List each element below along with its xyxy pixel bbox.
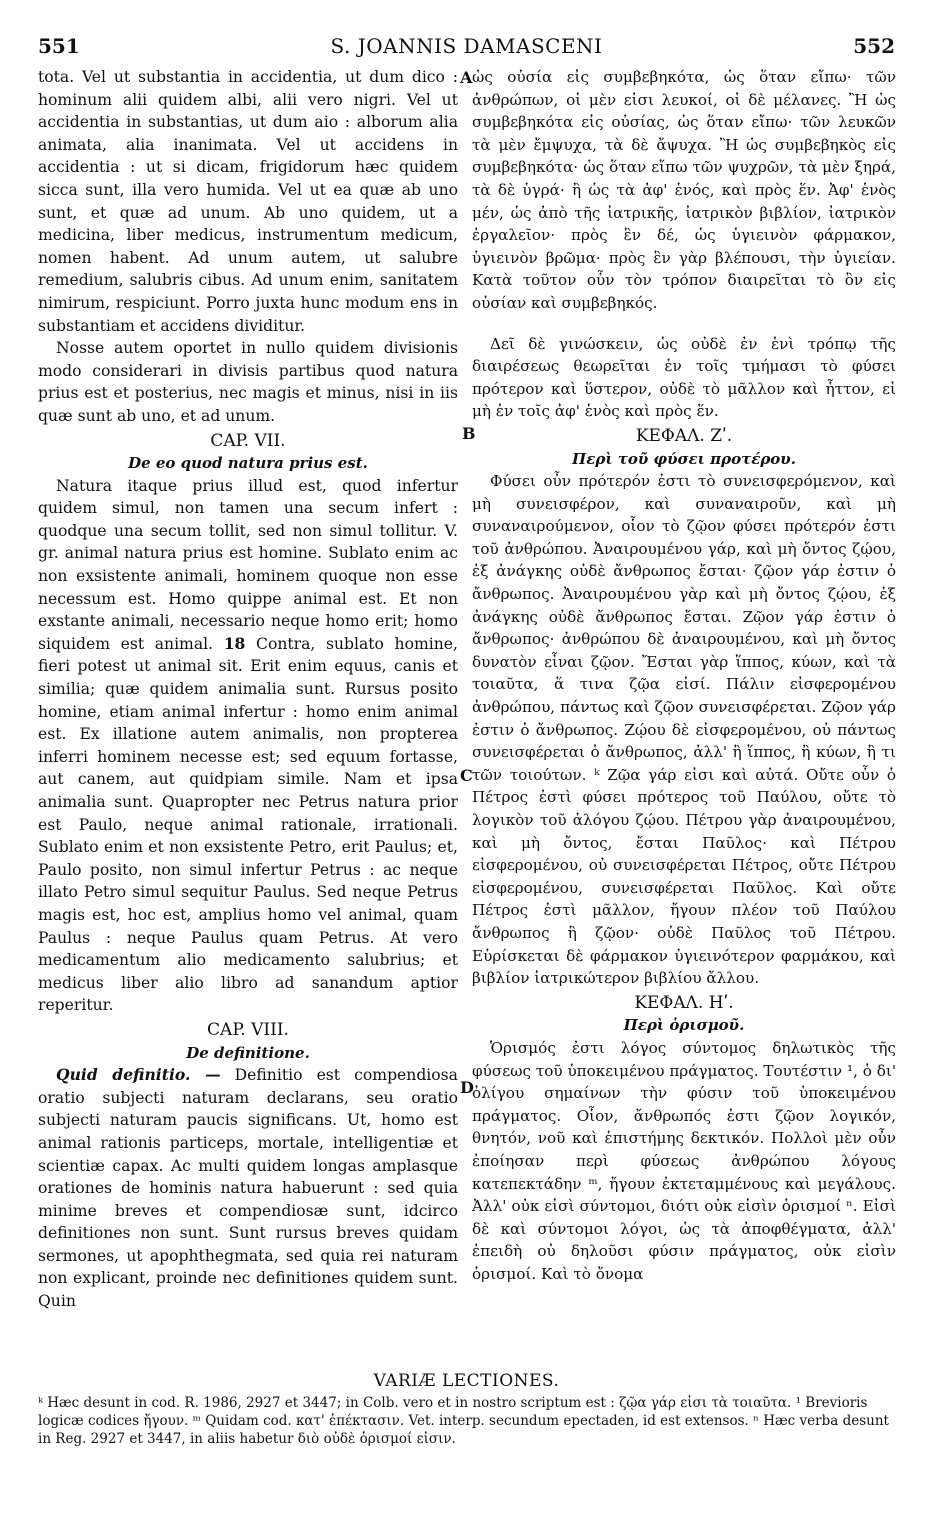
greek-column [472,66,896,1285]
latin-paragraph-3 [38,475,458,1017]
page-number-left: 551 [38,34,80,58]
page-header [38,34,895,64]
running-title: S. JOANNIS DAMASCENI [330,34,603,58]
greek-chapter-7-heading: ΚΕΦΑΛ. Ζʹ. [635,425,733,446]
margin-number-18: 18 [223,633,246,653]
footnotes-title: VARIÆ LECTIONES. [373,1371,560,1391]
footnotes-text: ᵏ Hæc desunt in cod. R. 1986, 2927 et 3447; in Colb. vero et in nostro scriptum est : ζῷα γάρ εἰσι τὰ τοιαῦτα. ¹ Brevioris logicæ codices ἤγουν. ᵐ Quidam cod. κατ' ἐπέκτασιν. Vet. interp. secundum epectaden, id est extensos. ⁿ Hæc verba desunt in Reg. 2927 et 3447, in aliis habetur διὸ οὐδὲ ὁρισμοί εἰσιν. [38,1395,889,1447]
latin-paragraph-1: tota. Vel ut substantia in accidentia, ut dum dico : hominum alii quidem albi, alii vero nigri. Vel ut accidentia in substantias, ut dum aio : alborum alia animata, alia inanimata. Vel ut accidens in accidentia : ut si dicam, frigidorum hæc quidem sicca sunt, illa vero humida. Vel ut ea quæ ab uno sunt, et quæ ad unum. Ab uno quidem, ut a medicina, liber medicus, instrumentum medicum, nomen habent. Ad unum autem, ut salubre remedium, salubris cibus. Ad unum enim, sanitatem nimirum, respiciunt. Porro juxta hunc modum ens in substantiam et accidens dividitur. [38,68,458,335]
latin-paragraph-4-body: Definitio est compendiosa oratio subjecti naturam declarans, seu oratio subjecti naturam paucis significans. Ut, homo est animal rationis particeps, mortale, intelligentiæ et scientiæ capax. Ac multi quidem longas amplasque orationes de hominis natura habuerunt : sed quia minime breves et compendiosæ sunt, idcirco definitiones non sunt. Sunt rursus breves quidam sermones, ut apophthegmata, sed quia rei naturam non explicant, proinde nec definitiones quidem sunt. Quin [38,1066,458,1311]
latin-chapter-8-subtitle: De definitione. [186,1043,310,1062]
greek-paragraph-1: ὡς οὐσία εἰς συμβεβηκότα, ὡς ὅταν εἴπω· τῶν ἀνθρώπων, οἱ μὲν εἰσι λευκοί, οἱ δὲ μέλανες. Ἢ ὡς συμβεβηκότα εἰς οὐσίας, ὡς ὅταν εἴπω· τῶν λευκῶν τὰ μὲν ἔμψυχα, τὰ δὲ ἄψυχα. Ἢ ὡς συμβεβηκὸς εἰς συμβεβηκότα· ὡς ὅταν εἴπω τῶν ψυχρῶν, τὰ μὲν ξηρά, τὰ δὲ ὑγρά· ἢ ὡς τὰ ἀφ' ἑνός, καὶ πρὸς ἕν. Ἀφ' ἑνὸς μέν, ὡς ἀπὸ τῆς ἰατρικῆς, ἰατρικὸν βιβλίον, ἰατρικὸν ἐργαλεῖον· πρὸς ἓν δέ, ὡς ὑγιεινὸν φάρμακον, ὑγιεινὸν βρῶμα· πρὸς ἓν γὰρ βλέπουσι, τὴν ὑγιείαν. Κατὰ τοῦτον οὖν τὸν τρόπον διαιρεῖται τὸ ὂν εἰς οὐσίαν καὶ συμβεβηκός. [472,68,896,312]
greek-paragraph-2: Δεῖ δὲ γινώσκειν, ὡς οὐδὲ ἐν ἑνὶ τρόπῳ τῆς διαιρέσεως θεωρεῖται ἐν τοῖς τμήμασι τὸ φύσει πρότερον καὶ ὕστερον, οὐδὲ τὸ μᾶλλον καὶ ἧττον, εἰ μὴ ἐν τοῖς ἀφ' ἑνὸς καὶ πρὸς ἕν. [472,334,896,421]
latin-chapter-7-heading: CAP. VII. [210,430,286,451]
latin-paragraph-4 [38,1064,458,1313]
latin-chapter-8-heading: CAP. VIII. [207,1019,289,1040]
margin-marker-b: B [462,424,476,443]
page-number-right: 552 [853,34,895,58]
latin-paragraph-4-lead: Quid definitio. — [56,1065,221,1085]
greek-chapter-7-subtitle: Περὶ τοῦ φύσει προτέρου. [572,449,796,468]
latin-chapter-7-subtitle: De eo quod natura prius est. [128,454,368,473]
latin-paragraph-3b: Contra, sublato homine, fieri potest ut animal sit. Erit enim equus, canis et similia; quæ quidem animalia sunt. Rursus posito homine, etiam animal infertur : homo enim animal est. Ex illatione autem animalis, non propterea inferri hominem necesse est; sed equum fortasse, aut canem, aut quidpiam simile. Nam et ipsa animalia sunt. Quapropter nec Petrus natura prior est Paulo, neque animal rationale, irrationali. Sublato enim et non exsistente Petro, erit Paulus; et, Paulo posito, non simul infertur Petrus : ac neque illato Petro simul sequitur Paulus. Sed neque Petrus magis est, hoc est, amplius homo vel animal, quam Paulus : neque Paulus quam Petrus. At vero medicamentum alio medicamento salubrius; et medicus liber alio libro ad sanandum aptior reperitur. [38,634,458,1015]
greek-paragraph-4: Ὁρισμός ἐστι λόγος σύντομος δηλωτικὸς τῆς φύσεως τοῦ ὑποκειμένου πράγματος. Τουτέστιν ¹, ὁ δι' ὀλίγου σημαίνων τὴν φύσιν τοῦ ὑποκειμένου πράγματος. Οἷον, ἄνθρωπός ἐστι ζῷον λογικόν, θνητόν, νοῦ καὶ ἐπιστήμης δεκτικόν. Πολλοὶ μὲν οὖν ἐποίησαν περὶ φύσεως ἀνθρώπου λόγους κατεπεκτάδην ᵐ, ἤγουν ἐκτεταμμένους καὶ μεγάλους. Ἀλλ' οὐκ εἰσὶ σύντομοι, διότι οὐκ εἰσὶν ὁρισμοί ⁿ. Εἰσὶ δὲ καὶ σύντομοι λόγοι, ὡς τὰ ἀποφθέγματα, ἀλλ' ἐπειδὴ οὐ δηλοῦσι φύσιν πράγματος, οὐκ εἰσὶν ὁρισμοί. Καὶ τὸ ὄνομα [472,1038,896,1283]
greek-paragraph-3: Φύσει οὖν πρότερόν ἐστι τὸ συνεισφερόμενον, καὶ μὴ συνεισφέρον, καὶ συναναιροῦν, καὶ μὴ συναναιρούμενον, οἷον τὸ ζῷον φύσει πρότερόν ἐστι τοῦ ἀνθρώπου. Ἀναιρουμένου γάρ, καὶ μὴ ὄντος ζῴου, ἐξ ἀνάγκης οὐδὲ ἄνθρωπος ἔσται· ζῷον γάρ ἐστιν ὁ ἄνθρωπος. Ἀναιρουμένου γὰρ καὶ μὴ ὄντος ζῴου, ἐξ ἀνάγκης οὐδὲ ἄνθρωπος ἔσται. Ζῷον γάρ ἐστιν ὁ ἄνθρωπος· ἀνθρώπου δὲ ἀναιρουμένου, καὶ μὴ ὄντος δυνατὸν εἶναι ζῷον. Ἔσται γὰρ ἵππος, κύων, καὶ τὰ τοιαῦτα, ἅ τινα ζῷα εἰσί. Πάλιν εἰσφερομένου ἀνθρώπου, πάντως καὶ ζῷον συνεισφέρεται. Ζῷον γάρ ἐστιν ὁ ἄνθρωπος. Ζῴου δὲ εἰσφερομένου, οὐ πάντως συνεισφέρεται ὁ ἄνθρωπος, ἀλλ' ἢ ἵππος, ἢ κύων, ἢ τι τῶν τοιούτων. ᵏ Ζῷα γάρ εἰσι καὶ αὐτά. Οὔτε οὖν ὁ Πέτρος ἐστὶ φύσει πρότερος τοῦ Παύλου, οὔτε τὸ λογικὸν τοῦ ἀλόγου ζῴου. Πέτρου γὰρ ἀναιρουμένου, καὶ μὴ ὄντος, ἔσται Παῦλος· καὶ Πέτρου εἰσφερομένου, οὐ συνεισφέρεται Πέτρος, οὔτε Πέτρου εἰσφερομένου, συνεισφέρεται Παῦλος. Καὶ οὔτε Πέτρος ἐστὶ μᾶλλον, ἤγουν πλέον τοῦ Παύλου ἄνθρωπος ἢ ζῷον· οὐδὲ Παῦλος τοῦ Πέτρου. Εὑρίσκεται δὲ φάρμακον ὑγιεινότερον φαρμάκου, καὶ βιβλίον ἰατρικώτερον βιβλίου ἄλλου. [472,472,896,988]
margin-marker-c: C [460,766,473,785]
greek-chapter-8-heading: ΚΕΦΑΛ. Ηʹ. [634,992,734,1013]
latin-column [38,66,458,1313]
greek-chapter-8-subtitle: Περὶ ὁρισμοῦ. [623,1016,745,1035]
margin-marker-d: D [460,1078,474,1097]
variae-lectiones [38,1372,895,1448]
margin-marker-a: A [460,68,473,87]
latin-paragraph-2: Nosse autem oportet in nullo quidem divisionis modo considerari in divisis partibus quod natura prius est et posterius, nec magis et minus, nisi in iis quæ sunt ab uno, et ad unum. [38,339,458,425]
latin-paragraph-3a: Natura itaque prius illud est, quod infertur quidem simul, non tamen una secum infert : quodque una secum tollit, sed non simul tollitur. V. gr. animal natura prius est homine. Sublato enim ac non exsistente animali, hominem quoque non esse necessum est. Homo quippe animal est. Et non exstante animali, necessario neque homo erit; homo siquidem est animal. [38,476,458,653]
